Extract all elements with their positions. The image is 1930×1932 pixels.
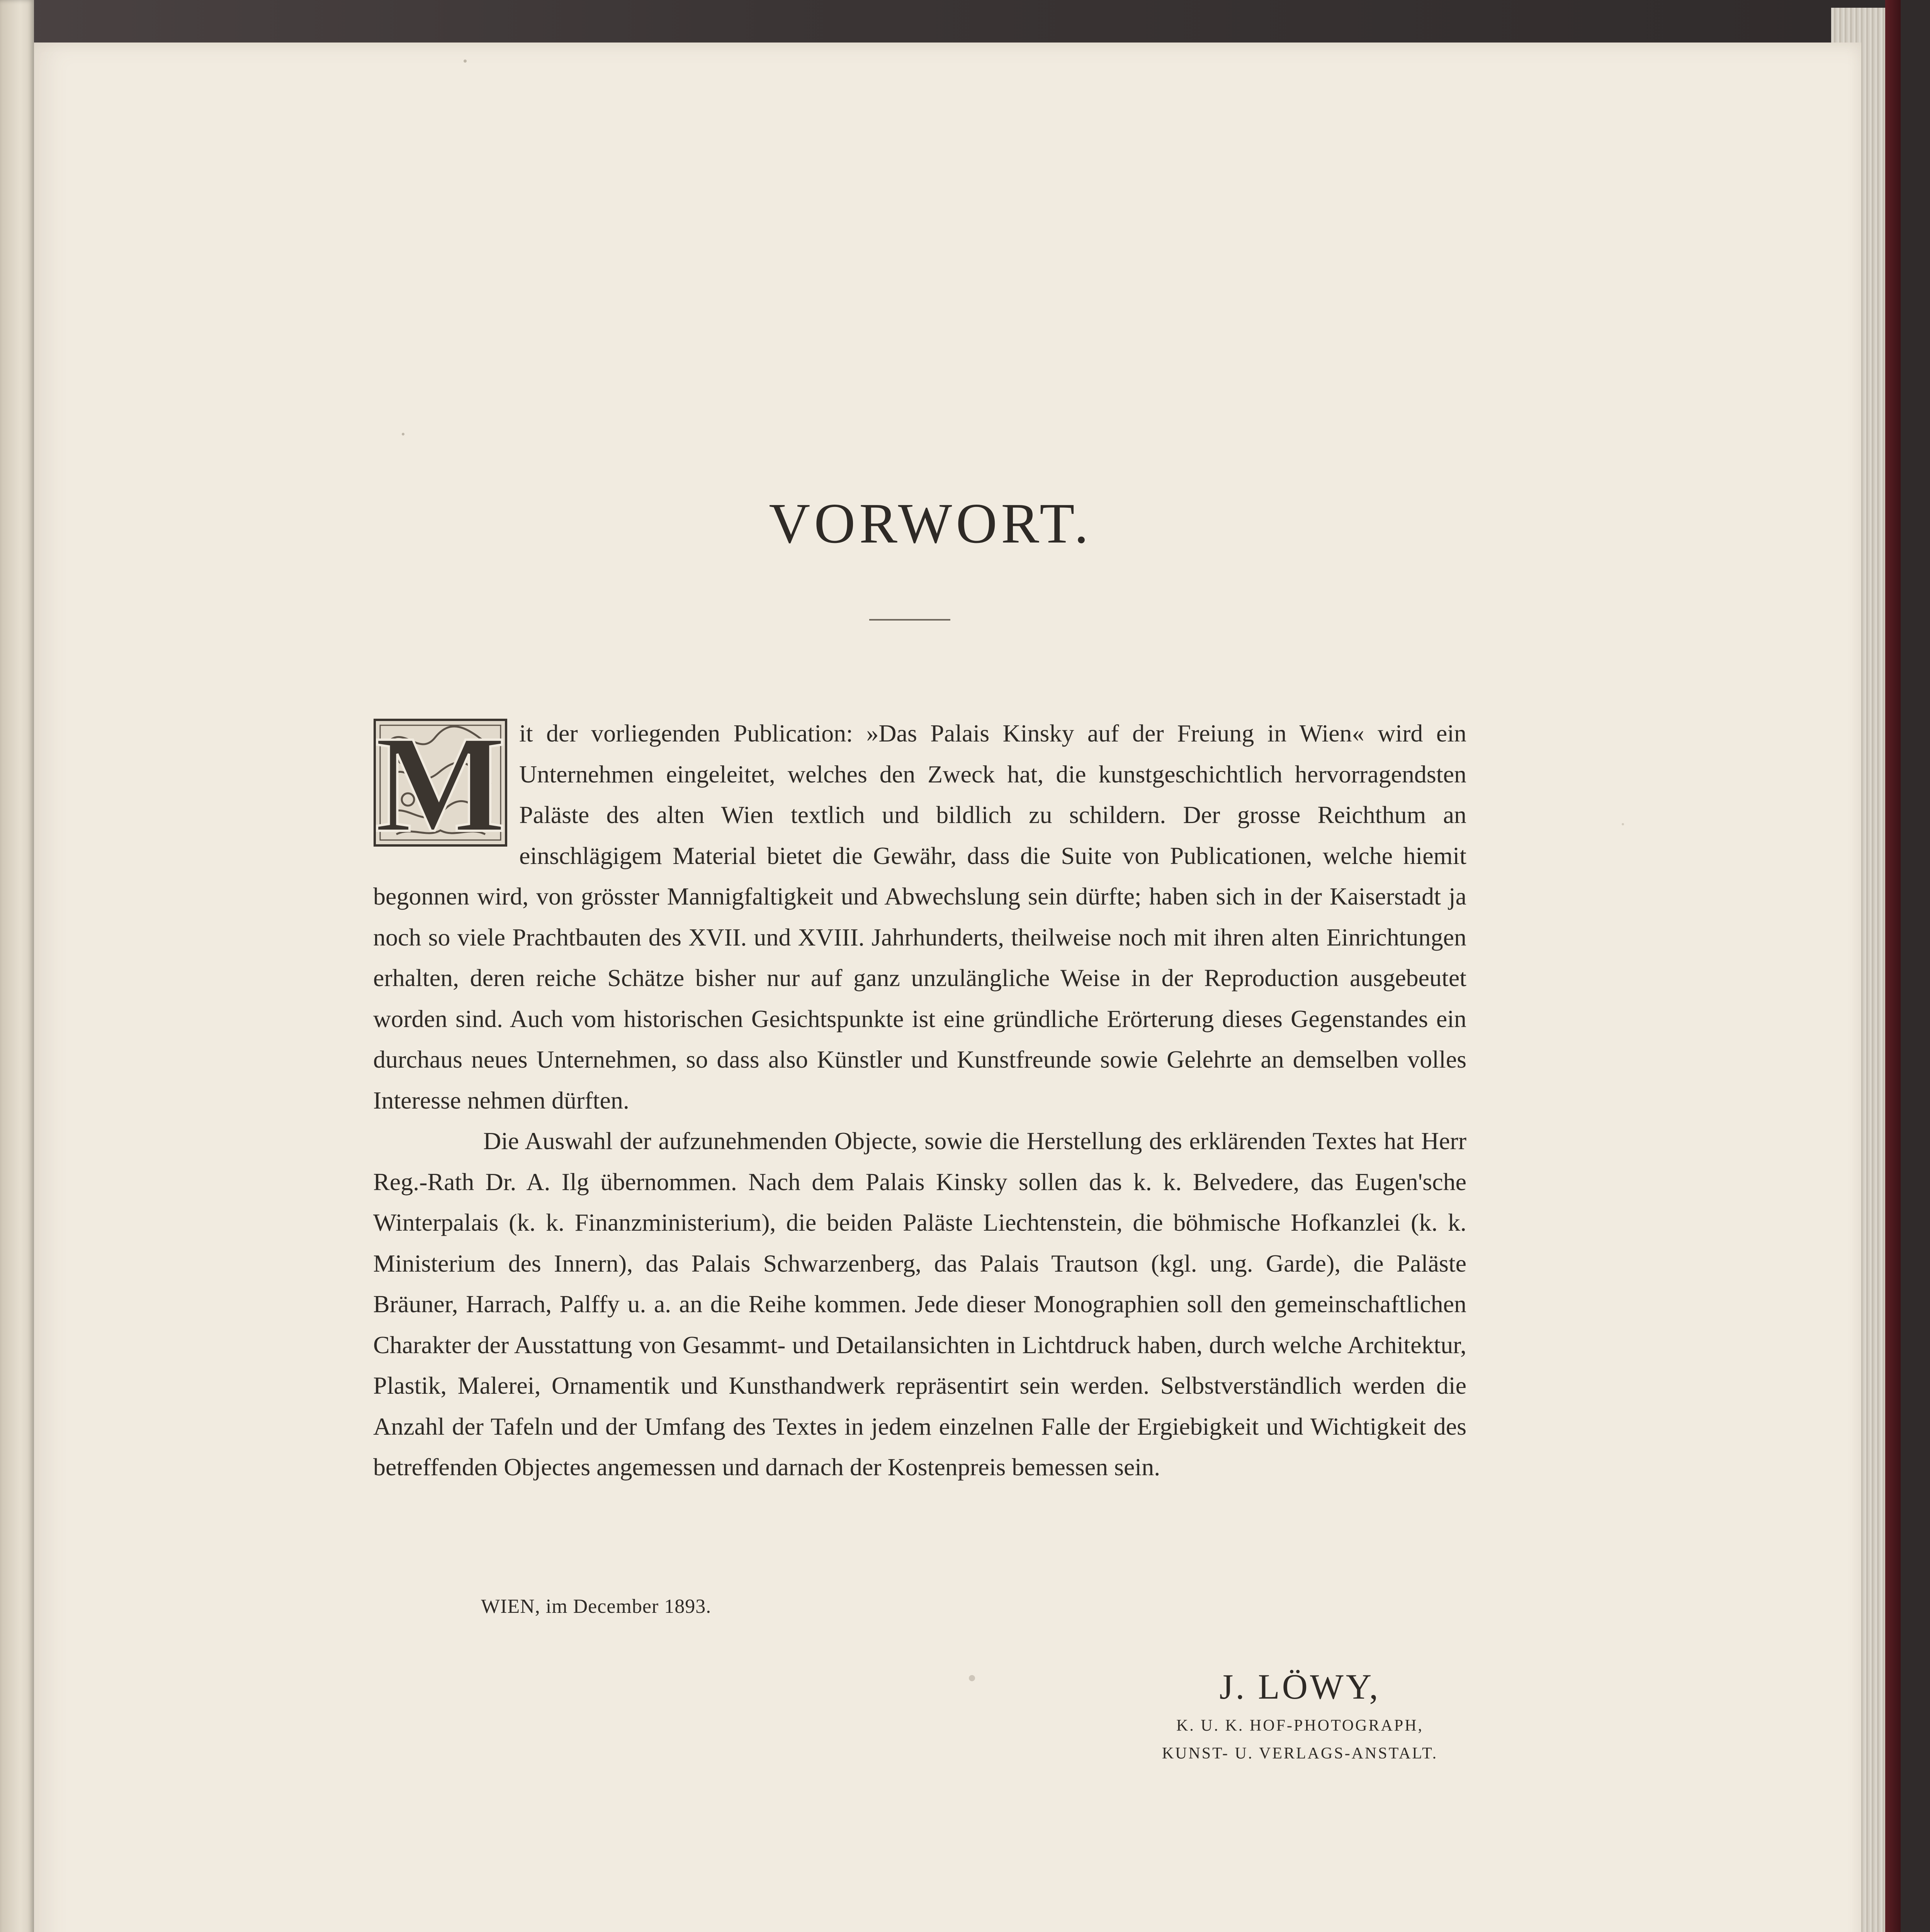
paper-speck [464, 60, 467, 63]
paper-speck [402, 433, 404, 435]
signature-name: J. LÖWY, [1219, 1667, 1381, 1706]
binding-edge [1885, 0, 1901, 1932]
signature-title-1: K. U. K. HOF-PHOTOGRAPH, [1176, 1717, 1424, 1735]
previous-page-edge [0, 0, 34, 1932]
body-text [373, 707, 1466, 1488]
place-date: WIEN, im December 1893. [481, 1595, 712, 1617]
initial-letter: M [375, 707, 506, 861]
title-rule [869, 619, 950, 621]
paragraph-2: Die Auswahl der aufzunehmenden Objecte, sowie die Herstellung des erklärenden Textes hat Herr Reg.-Rath Dr. A. Ilg übernommen. Nach dem Palais Kinsky sollen das k. k. Belvedere, das Eugen'sche Winterpalais (k. k. Finanzministerium), die beiden Paläste Liechtenstein, die böhmische Hofkanzlei (k. k. Ministerium des Innern), das Palais Schwarzenberg, das Palais Trautson (kgl. ung. Garde), die Paläste Bräuner, Harrach, Palffy u. a. an die Reihe kommen. Jede dieser Monographien soll den gemeinschaftlichen Charakter der Ausstattung von Gesammt- und Detailansichten in Lichtdruck haben, durch welche Architektur, Plastik, Malerei, Ornamentik und Kunsthandwerk repräsentirt sein werden. Selbstverständlich werden die Anzahl der Tafeln und der Umfang des Textes in jedem einzelnen Falle der Ergiebigkeit und Wichtigkeit des betreffenden Objectes angemessen und darnach der Kostenpreis bemessen sein. [373, 1127, 1466, 1481]
signature-title-2: KUNST- U. VERLAGS-ANSTALT. [1162, 1745, 1438, 1762]
paper-speck [1622, 823, 1624, 825]
paragraph-1: it der vorliegenden Publication: »Das Palais Kinsky auf der Freiung in Wien« wird ein Unternehmen eingeleitet, welches den Zweck hat, die kunstgeschichtlich hervorragendsten Paläste des alten Wien textlich und bildlich zu schildern. Der grosse Reichthum an einschlägigem Material bietet die Gewähr, dass die Suite von Publicationen, welche hiemit begonnen wird, von grösster Mannigfaltigkeit und Abwechslung sein dürfte; haben sich in der Kaiserstadt ja noch so viele Prachtbauten des XVII. und XVIII. Jahrhunderts, theilweise noch mit ihren alten Einrichtungen erhalten, deren reiche Schätze bisher nur auf ganz unzulängliche Weise in der Reproduction ausgebeutet worden sind. Auch vom historischen Gesichtspunkte ist eine gründliche Erörterung dieses Gegenstandes ein durchaus neues Unternehmen, so dass also Künstler und Kunstfreunde sowie Gelehrte an demselben volles Interesse nehmen dürften. [373, 719, 1466, 1114]
signature-block [1043, 1662, 1557, 1767]
paper-speck [969, 1675, 975, 1681]
decorated-initial [373, 707, 508, 861]
page-title: VORWORT. [769, 492, 1092, 555]
